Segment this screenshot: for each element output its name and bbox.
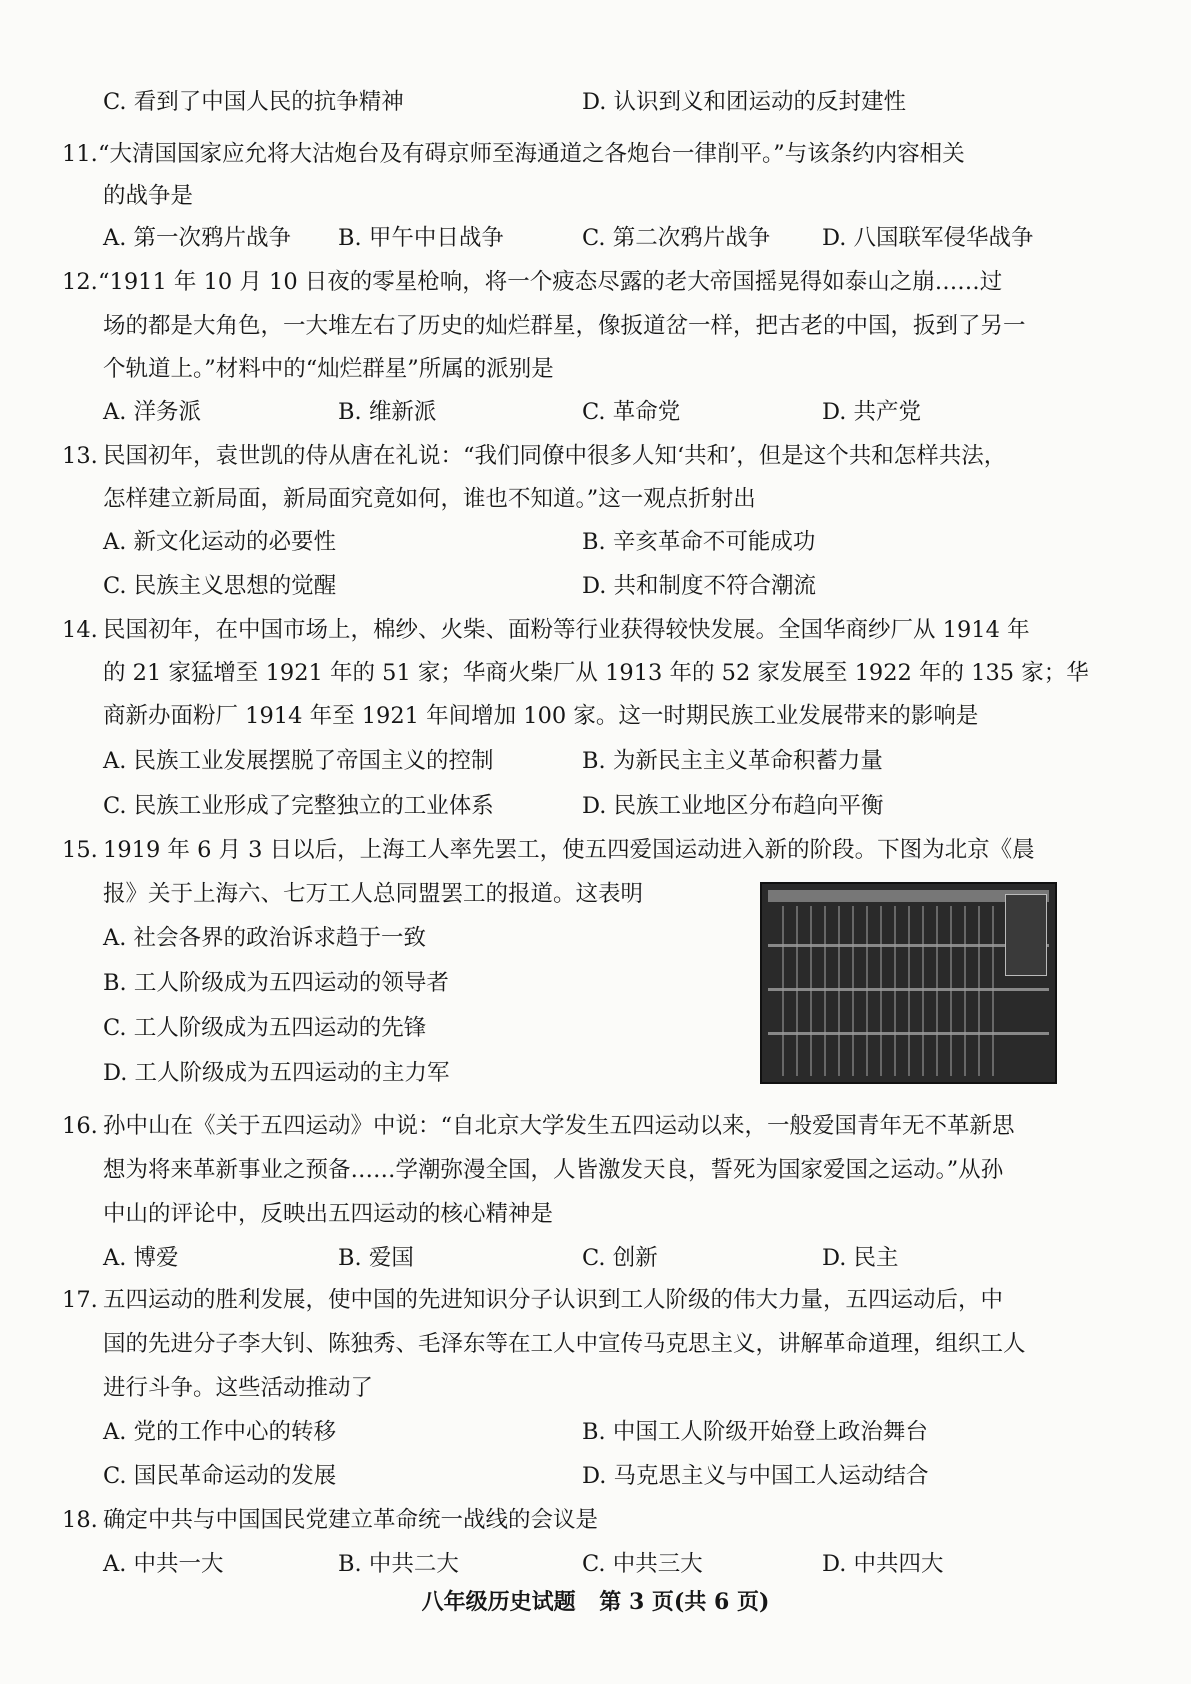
q12-stem-line-2: 场的都是大角色，一大堆左右了历史的灿烂群星，像扳道岔一样，把古老的中国，扳到了另一 xyxy=(103,313,1026,339)
q11-stem-line-2: 的战争是 xyxy=(103,183,194,209)
q11-option-d: D. 八国联军侵华战争 xyxy=(822,225,1034,251)
q15-option-b: B. 工人阶级成为五四运动的领导者 xyxy=(103,970,449,996)
q13-number: 13. xyxy=(62,443,98,469)
q17-stem-line-1: 五四运动的胜利发展，使中国的先进知识分子认识到工人阶级的伟大力量，五四运动后，中 xyxy=(103,1287,1004,1313)
q18-option-b: B. 中共二大 xyxy=(338,1551,459,1577)
newspaper-image xyxy=(760,882,1057,1084)
q15-option-a: A. 社会各界的政治诉求趋于一致 xyxy=(103,925,427,951)
q17-option-c: C. 国民革命运动的发展 xyxy=(103,1463,337,1489)
q17-stem-line-3: 进行斗争。这些活动推动了 xyxy=(103,1375,374,1401)
q11-option-b: B. 甲午中日战争 xyxy=(338,225,504,251)
q16-stem-line-3: 中山的评论中，反映出五四运动的核心精神是 xyxy=(103,1201,554,1227)
q13-stem-line-1: 民国初年，袁世凯的侍从唐在礼说：“我们同僚中很多人知‘共和’，但是这个共和怎样共法， xyxy=(103,443,1007,469)
q16-stem-line-1: 孙中山在《关于五四运动》中说：“自北京大学发生五四运动以来，一般爱国青年无不革新思 xyxy=(103,1113,1015,1139)
q14-number: 14. xyxy=(62,617,98,643)
footer-title: 八年级历史试题 xyxy=(421,1589,576,1615)
q12-stem-line-1: “1911 年 10 月 10 日夜的零星枪响，将一个疲态尽露的老大帝国摇晃得如泰山之崩……过 xyxy=(98,269,1003,295)
q11-option-c: C. 第二次鸦片战争 xyxy=(582,225,771,251)
q16-option-b: B. 爱国 xyxy=(338,1245,414,1271)
q14-stem-line-2: 的 21 家猛增至 1921 年的 51 家；华商火柴厂从 1913 年的 52 家发展至 1922 年的 135 家；华 xyxy=(103,660,1089,686)
q13-option-c: C. 民族主义思想的觉醒 xyxy=(103,573,337,599)
q12-option-d: D. 共产党 xyxy=(822,399,922,425)
q13-option-a: A. 新文化运动的必要性 xyxy=(103,529,337,555)
q13-stem-line-2: 怎样建立新局面，新局面究竟如何，谁也不知道。”这一观点折射出 xyxy=(103,486,756,512)
q17-stem-line-2: 国的先进分子李大钊、陈独秀、毛泽东等在工人中宣传马克思主义，讲解革命道理，组织工人 xyxy=(103,1331,1026,1357)
q12-stem-line-3: 个轨道上。”材料中的“灿烂群星”所属的派别是 xyxy=(103,356,554,382)
footer-page-number: 第 3 页(共 6 页) xyxy=(599,1589,770,1615)
q18-stem-line-1: 确定中共与中国国民党建立革命统一战线的会议是 xyxy=(103,1507,599,1533)
q16-option-a: A. 博爱 xyxy=(103,1245,179,1271)
q17-option-b: B. 中国工人阶级开始登上政治舞台 xyxy=(582,1419,928,1445)
q17-option-d: D. 马克思主义与中国工人运动结合 xyxy=(582,1463,929,1489)
q13-option-b: B. 辛亥革命不可能成功 xyxy=(582,529,816,555)
q16-option-c: C. 创新 xyxy=(582,1245,658,1271)
q12-option-c: C. 革命党 xyxy=(582,399,681,425)
q14-stem-line-1: 民国初年，在中国市场上，棉纱、火柴、面粉等行业获得较快发展。全国华商纱厂从 1914 年 xyxy=(103,617,1030,643)
q15-number: 15. xyxy=(62,837,98,863)
q14-option-d: D. 民族工业地区分布趋向平衡 xyxy=(582,793,884,819)
q11-stem-line-1: “大清国国家应允将大沽炮台及有碍京师至海通道之各炮台一律削平。”与该条约内容相关 xyxy=(98,141,965,167)
q15-stem-line-2: 报》关于上海六、七万工人总同盟罢工的报道。这表明 xyxy=(103,881,644,907)
q13-option-d: D. 共和制度不符合潮流 xyxy=(582,573,817,599)
q12-option-a: A. 洋务派 xyxy=(103,399,202,425)
page-footer xyxy=(0,1586,1191,1618)
q18-option-a: A. 中共一大 xyxy=(103,1551,224,1577)
q17-option-a: A. 党的工作中心的转移 xyxy=(103,1419,337,1445)
q14-stem-line-3: 商新办面粉厂 1914 年至 1921 年间增加 100 家。这一时期民族工业发展带来的影响是 xyxy=(103,703,979,729)
q18-option-d: D. 中共四大 xyxy=(822,1551,944,1577)
q10-option-c: C. 看到了中国人民的抗争精神 xyxy=(103,89,404,115)
q15-option-d: D. 工人阶级成为五四运动的主力军 xyxy=(103,1060,450,1086)
q14-option-c: C. 民族工业形成了完整独立的工业体系 xyxy=(103,793,494,819)
q10-option-d: D. 认识到义和团运动的反封建性 xyxy=(582,89,907,115)
q11-number: 11. xyxy=(62,141,98,167)
q16-number: 16. xyxy=(62,1113,98,1139)
q11-option-a: A. 第一次鸦片战争 xyxy=(103,225,292,251)
q16-stem-line-2: 想为将来革新事业之预备……学潮弥漫全国，人皆激发天良，誓死为国家爱国之运动。”从孙 xyxy=(103,1157,1004,1183)
q17-number: 17. xyxy=(62,1287,98,1313)
q18-number: 18. xyxy=(62,1507,98,1533)
q12-option-b: B. 维新派 xyxy=(338,399,437,425)
q18-option-c: C. 中共三大 xyxy=(582,1551,703,1577)
q15-option-c: C. 工人阶级成为五四运动的先锋 xyxy=(103,1015,427,1041)
q15-stem-line-1: 1919 年 6 月 3 日以后，上海工人率先罢工，使五四爱国运动进入新的阶段。下图为北京《晨 xyxy=(103,837,1035,863)
q16-option-d: D. 民主 xyxy=(822,1245,899,1271)
q14-option-a: A. 民族工业发展摆脱了帝国主义的控制 xyxy=(103,748,494,774)
q14-option-b: B. 为新民主主义革命积蓄力量 xyxy=(582,748,883,774)
q12-number: 12. xyxy=(62,269,98,295)
